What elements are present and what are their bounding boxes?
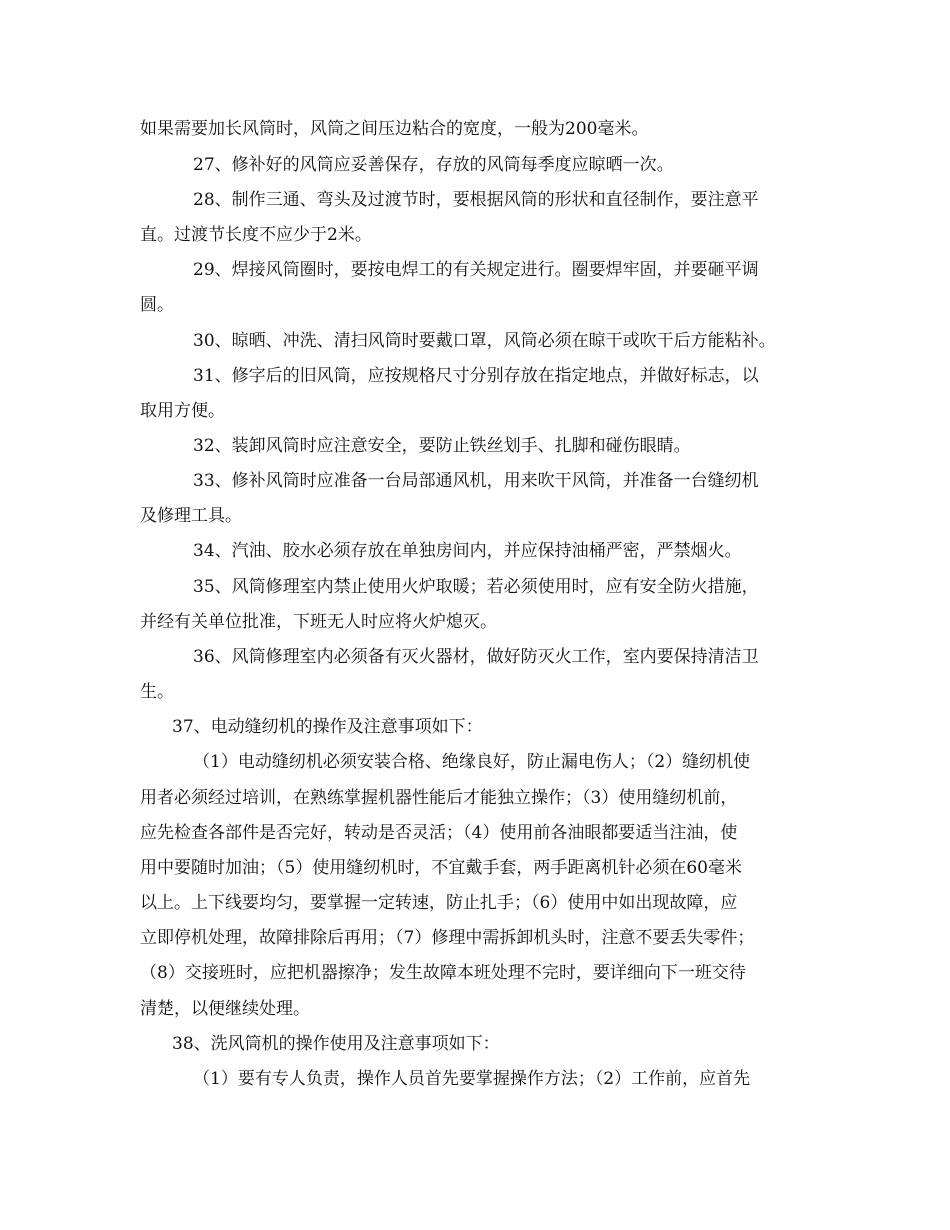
text-line: 27、修补好的风筒应妥善保存，存放的风筒每季度应晾晒一次。: [193, 155, 674, 175]
text-line: 圆。: [140, 295, 174, 315]
text-line: 并经有关单位批准，下班无人时应将火炉熄灭。: [140, 612, 497, 632]
text-line: 35、风筒修理室内禁止使用火炉取暖；若必须使用时，应有安全防火措施，: [193, 577, 759, 597]
text-line: 33、修补风筒时应准备一台局部通风机，用来吹干风筒，并准备一台缝纫机: [193, 471, 759, 491]
text-line: 取用方便。: [140, 401, 225, 421]
text-line: 如果需要加长风筒时，风筒之间压边粘合的宽度，一般为200毫米。: [140, 119, 649, 139]
text-line: 立即停机处理，故障排除后再用；（7）修理中需拆卸机头时，注意不要丢失零件；: [140, 928, 755, 948]
text-line: 37、电动缝纫机的操作及注意事项如下：: [172, 717, 483, 737]
text-line: 34、汽油、胶水必须存放在单独房间内，并应保持油桶严密，严禁烟火。: [193, 541, 742, 561]
text-line: 28、制作三通、弯头及过渡节时，要根据风筒的形状和直径制作，要注意平: [193, 190, 759, 210]
text-line: （8）交接班时，应把机器擦净；发生故障本班处理不完时，要详细向下一班交待: [140, 963, 746, 983]
text-line: 用者必须经过培训，在熟练掌握机器性能后才能独立操作；（3）使用缝纫机前，: [140, 788, 738, 808]
text-line: 32、装卸风筒时应注意安全，要防止铁丝划手、扎脚和碰伤眼睛。: [193, 436, 691, 456]
text-line: （1）要有专人负责，操作人员首先要掌握操作方法；（2）工作前，应首先: [193, 1069, 751, 1089]
text-line: 以上。上下线要均匀，要掌握一定转速，防止扎手；（6）使用中如出现故障，应: [140, 893, 738, 913]
text-line: 用中要随时加油；（5）使用缝纫机时，不宜戴手套，两手距离机针必须在60毫米: [140, 858, 742, 878]
text-line: 及修理工具。: [140, 506, 242, 526]
text-line: 应先检查各部件是否完好，转动是否灵活；（4）使用前各油眼都要适当注油，使: [140, 823, 738, 843]
text-line: 31、修字后的旧风筒，应按规格尺寸分别存放在指定地点，并做好标志，以: [193, 366, 759, 386]
text-line: （1）电动缝纫机必须安装合格、绝缘良好，防止漏电伤人；（2）缝纫机使: [193, 752, 751, 772]
text-line: 29、焊接风筒圈时，要按电焊工的有关规定进行。圈要焊牢固，并要砸平调: [193, 260, 759, 280]
text-line: 38、洗风筒机的操作使用及注意事项如下：: [172, 1034, 500, 1054]
text-line: 36、风筒修理室内必须备有灭火器材，做好防灭火工作，室内要保持清洁卫: [193, 647, 759, 667]
text-line: 直。过渡节长度不应少于2米。: [140, 225, 372, 245]
text-line: 生。: [140, 682, 174, 702]
text-line: 清楚，以便继续处理。: [140, 999, 310, 1019]
text-line: 30、晾晒、冲洗、清扫风筒时要戴口罩，风筒必须在晾干或吹干后方能粘补。: [193, 331, 776, 351]
